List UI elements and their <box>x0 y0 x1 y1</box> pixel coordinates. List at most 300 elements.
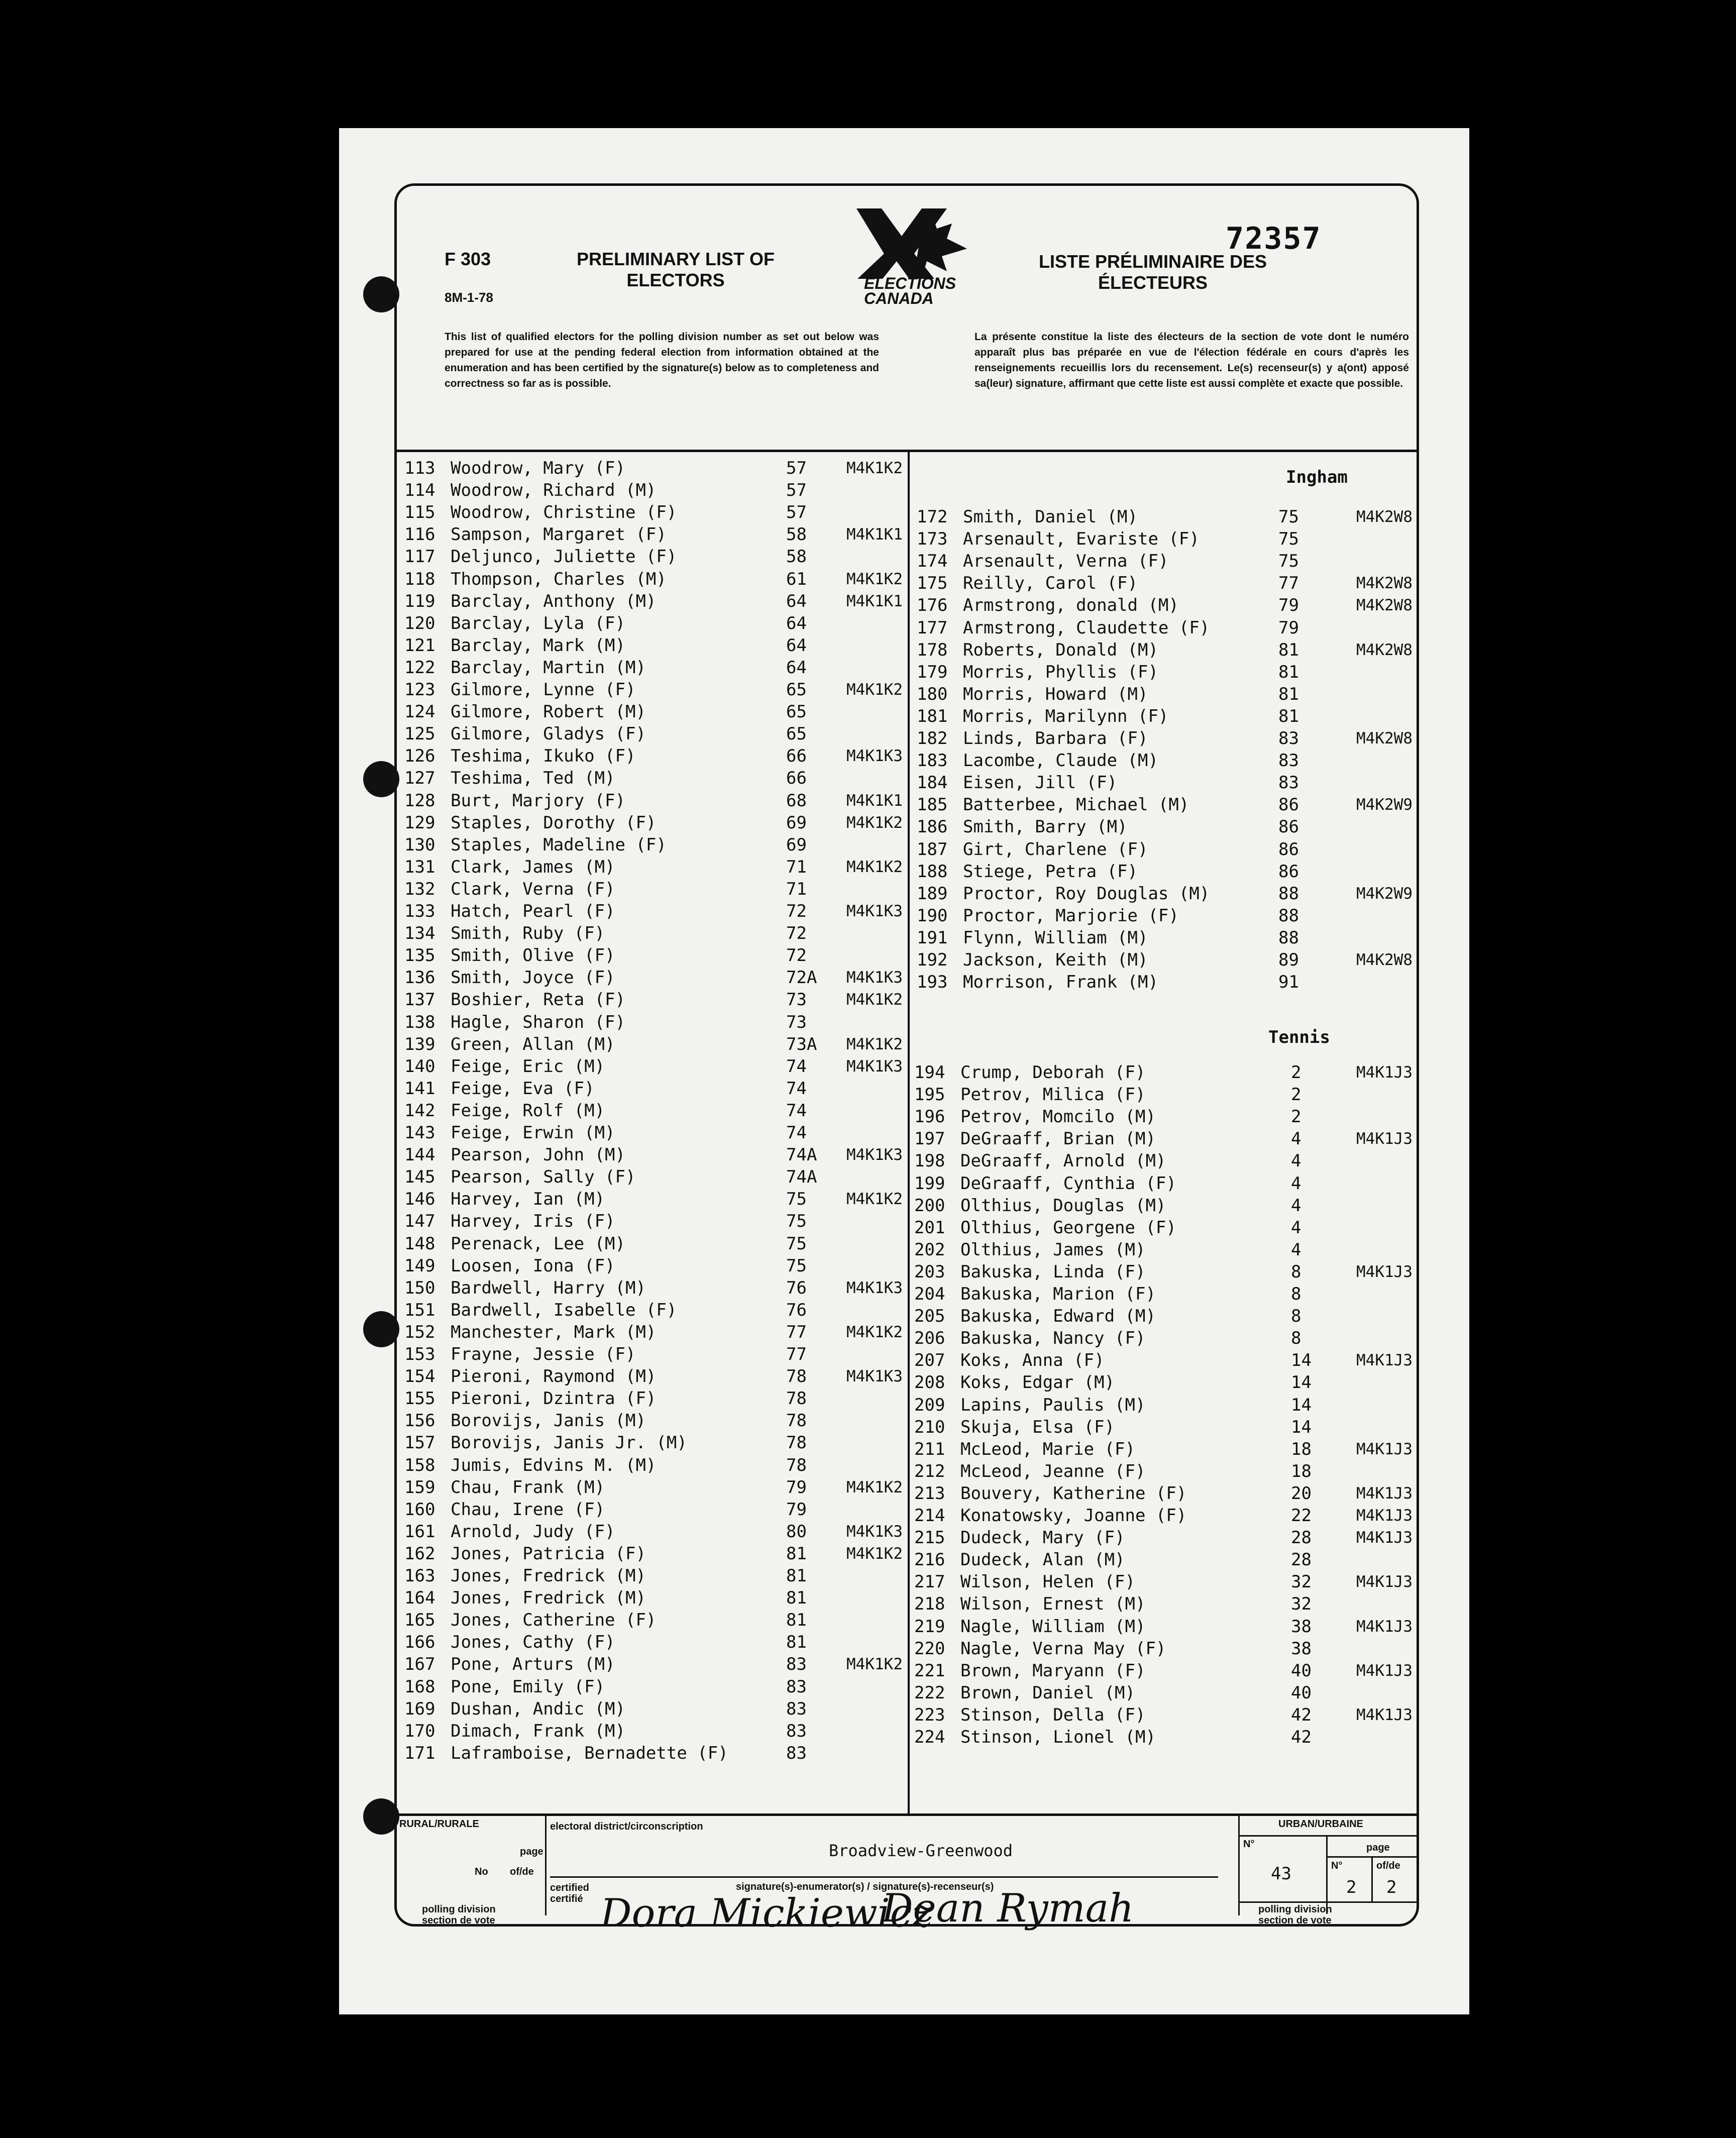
urban-of-label: of/de <box>1376 1860 1400 1871</box>
elector-row <box>914 1726 1487 1748</box>
elector-name: Batterbee, Michael (M) <box>963 795 1189 815</box>
elector-number: 119 <box>404 591 436 611</box>
elector-row <box>914 1549 1487 1571</box>
elector-row <box>404 1277 977 1299</box>
elector-address-number: 58 <box>786 547 807 567</box>
elector-address-number: 20 <box>1291 1483 1312 1504</box>
elector-address-number: 86 <box>1278 839 1299 860</box>
elector-name: Barclay, Lyla (F) <box>451 613 625 633</box>
elector-number: 177 <box>917 617 948 638</box>
elector-postal-code: M4K2W8 <box>1356 508 1413 526</box>
elector-address-number: 81 <box>1278 684 1299 704</box>
elector-address-number: 14 <box>1291 1395 1312 1415</box>
document-page <box>339 128 1469 2014</box>
elector-number: 135 <box>404 945 436 966</box>
elector-name: Morrison, Frank (M) <box>963 972 1158 993</box>
elector-address-number: 14 <box>1291 1372 1312 1393</box>
elector-row <box>917 572 1487 594</box>
elector-name: Eisen, Jill (F) <box>963 773 1118 793</box>
elector-name: Harvey, Iris (F) <box>451 1211 615 1232</box>
elector-number: 187 <box>917 839 948 860</box>
elector-address-number: 8 <box>1291 1284 1301 1304</box>
elector-address-number: 28 <box>1291 1550 1312 1570</box>
elector-address-number: 69 <box>786 834 807 855</box>
elector-address-number: 66 <box>786 746 807 767</box>
elector-name: Koks, Edgar (M) <box>960 1372 1115 1393</box>
elector-name: Arsenault, Verna (F) <box>963 551 1169 572</box>
elector-number: 160 <box>404 1499 436 1520</box>
elector-name: Pone, Arturs (M) <box>451 1654 615 1675</box>
elector-number: 213 <box>914 1483 945 1504</box>
elector-address-number: 2 <box>1291 1062 1301 1083</box>
elector-postal-code: M4K1J3 <box>1356 1529 1413 1547</box>
elector-row <box>914 1239 1487 1261</box>
elector-row <box>917 838 1487 861</box>
elector-number: 161 <box>404 1521 436 1542</box>
elector-name: Smith, Daniel (M) <box>963 507 1138 527</box>
elector-name: Woodrow, Christine (F) <box>451 502 677 523</box>
elector-address-number: 14 <box>1291 1350 1312 1371</box>
header-divider <box>394 450 1417 452</box>
elector-name: McLeod, Jeanne (F) <box>960 1461 1146 1481</box>
elector-address-number: 40 <box>1291 1660 1312 1681</box>
elector-address-number: 79 <box>1278 595 1299 616</box>
elector-address-number: 81 <box>1278 662 1299 682</box>
elector-row <box>404 1321 977 1343</box>
elector-address-number: 83 <box>786 1743 807 1763</box>
elector-address-number: 88 <box>1278 883 1299 904</box>
elector-row <box>914 1150 1487 1172</box>
elector-row <box>914 1593 1487 1615</box>
elector-row <box>914 1084 1487 1106</box>
elector-postal-code: M4K1K3 <box>846 1278 903 1297</box>
elector-address-number: 64 <box>786 613 807 633</box>
elector-row <box>404 1100 977 1122</box>
elector-address-number: 14 <box>1291 1417 1312 1437</box>
elector-row <box>404 1454 977 1476</box>
elector-number: 118 <box>404 569 436 589</box>
elector-number: 173 <box>917 529 948 550</box>
elector-address-number: 38 <box>1291 1638 1312 1659</box>
page-of-divider <box>1371 1856 1373 1901</box>
elector-number: 191 <box>917 927 948 948</box>
elector-postal-code: M4K1K2 <box>846 681 903 699</box>
elector-row <box>404 1255 977 1277</box>
elector-number: 176 <box>917 595 948 616</box>
elector-row <box>914 1371 1487 1394</box>
elector-address-number: 28 <box>1291 1528 1312 1548</box>
elector-name: Lacombe, Claude (M) <box>963 751 1158 771</box>
elector-address-number: 86 <box>1278 817 1299 837</box>
elector-number: 129 <box>404 812 436 833</box>
elector-address-number: 72 <box>786 923 807 944</box>
elector-address-number: 78 <box>786 1455 807 1475</box>
form-code: F 303 <box>445 249 491 269</box>
elector-postal-code: M4K2W8 <box>1356 729 1413 747</box>
elector-address-number: 77 <box>786 1344 807 1364</box>
elector-address-number: 81 <box>786 1543 807 1564</box>
elector-row <box>404 1033 977 1055</box>
certified-label: certified certifié <box>550 1882 589 1904</box>
elector-number: 180 <box>917 684 948 704</box>
elector-row <box>917 617 1487 639</box>
elector-address-number: 73 <box>786 1012 807 1032</box>
elector-name: Pone, Emily (F) <box>451 1676 605 1697</box>
elector-postal-code: M4K1K3 <box>846 1522 903 1541</box>
elector-name: Proctor, Roy Douglas (M) <box>963 883 1210 904</box>
intro-text-en: This list of qualified electors for the polling division number as set out below was prepared for use at the pending federal election from information obtained at the enumeration and has been certified by the signature(s) below as to completeness and correctness so far as is possible. <box>445 331 879 389</box>
elector-name: Brown, Daniel (M) <box>960 1682 1135 1703</box>
elector-address-number: 78 <box>786 1388 807 1409</box>
elector-name: Borovijs, Janis Jr. (M) <box>451 1433 687 1453</box>
form-date: 8M-1-78 <box>445 290 493 305</box>
elector-number: 202 <box>914 1239 945 1260</box>
elector-number: 162 <box>404 1543 436 1564</box>
elector-number: 192 <box>917 950 948 970</box>
elector-number: 126 <box>404 746 436 767</box>
elector-number: 142 <box>404 1100 436 1121</box>
elector-name: Skuja, Elsa (F) <box>960 1417 1115 1437</box>
elector-address-number: 71 <box>786 857 807 877</box>
elector-name: Teshima, Ikuko (F) <box>451 746 636 767</box>
elector-number: 206 <box>914 1328 945 1349</box>
elector-address-number: 58 <box>786 524 807 545</box>
elector-name: Pearson, John (M) <box>451 1145 625 1165</box>
elector-number: 212 <box>914 1461 945 1481</box>
elector-name: Pieroni, Raymond (M) <box>451 1366 657 1387</box>
elector-row <box>404 1587 977 1609</box>
elector-row <box>404 1410 977 1432</box>
elector-number: 140 <box>404 1056 436 1077</box>
elector-number: 208 <box>914 1372 945 1393</box>
elector-name: Lapins, Paulis (M) <box>960 1395 1146 1415</box>
elector-name: Wilson, Ernest (M) <box>960 1594 1146 1615</box>
elector-number: 164 <box>404 1588 436 1609</box>
elector-row <box>404 1521 977 1543</box>
elector-address-number: 76 <box>786 1277 807 1298</box>
elector-row <box>404 723 977 745</box>
elector-row <box>404 1210 977 1232</box>
elector-row <box>404 634 977 657</box>
elector-number: 204 <box>914 1284 945 1304</box>
elector-name: Barclay, Mark (M) <box>451 635 625 656</box>
elector-name: Linds, Barbara (F) <box>963 728 1148 749</box>
elector-row <box>404 1122 977 1144</box>
of-label: of/de <box>510 1866 534 1877</box>
elector-name: Stinson, Della (F) <box>960 1704 1146 1725</box>
elector-address-number: 81 <box>786 1588 807 1609</box>
elector-row <box>404 1631 977 1653</box>
elector-name: Green, Allan (M) <box>451 1034 615 1054</box>
elector-row <box>404 1742 977 1764</box>
elector-row <box>404 745 977 767</box>
elector-number: 149 <box>404 1255 436 1276</box>
elector-postal-code: M4K1K3 <box>846 747 903 766</box>
elector-name: Barclay, Anthony (M) <box>451 591 657 611</box>
elector-postal-code: M4K1K2 <box>846 1544 903 1563</box>
elector-row <box>404 1676 977 1698</box>
elector-row <box>404 1653 977 1675</box>
elector-name: Feige, Rolf (M) <box>451 1100 605 1121</box>
elector-number: 122 <box>404 657 436 678</box>
elector-address-number: 65 <box>786 680 807 700</box>
elector-row <box>917 683 1487 705</box>
elector-name: Dushan, Andic (M) <box>451 1698 625 1719</box>
elector-number: 172 <box>917 507 948 527</box>
elector-postal-code: M4K1K2 <box>846 1323 903 1341</box>
elector-address-number: 40 <box>1291 1682 1312 1703</box>
punch-hole <box>363 761 399 797</box>
elector-address-number: 83 <box>786 1654 807 1675</box>
elector-address-number: 4 <box>1291 1151 1301 1171</box>
elector-name: DeGraaff, Cynthia (F) <box>960 1173 1176 1194</box>
elector-number: 116 <box>404 524 436 545</box>
elector-number: 219 <box>914 1616 945 1637</box>
elector-name: Flynn, William (M) <box>963 927 1148 948</box>
elector-number: 170 <box>404 1721 436 1741</box>
elector-row <box>914 1106 1487 1128</box>
elector-row <box>404 523 977 546</box>
elector-number: 215 <box>914 1528 945 1548</box>
urban-no-label: N° <box>1243 1839 1255 1850</box>
elector-row <box>917 772 1487 794</box>
elector-postal-code: M4K1J3 <box>1356 1440 1413 1458</box>
elector-number: 189 <box>917 883 948 904</box>
elector-row <box>917 971 1487 993</box>
elector-number: 156 <box>404 1411 436 1431</box>
elector-address-number: 73 <box>786 990 807 1010</box>
elector-row <box>914 1305 1487 1327</box>
elector-name: Bakuska, Marion (F) <box>960 1284 1156 1304</box>
elector-address-number: 18 <box>1291 1461 1312 1481</box>
elector-name: Nagle, William (M) <box>960 1616 1146 1637</box>
elector-postal-code: M4K2W8 <box>1356 951 1413 969</box>
intro-text-fr: La présente constitue la liste des électeurs de la section de vote dont le numéro apparaît plus bas préparée en vue de l'élection fédérale en cours d'après les renseignements recueillis lors du recensement. Le(s) recenseur(s) y a(ont) apposé sa(leur) signature, affirmant que cette liste est aussi complète et exacte que possible. <box>974 331 1409 389</box>
urban-label: URBAN/URBAINE <box>1278 1819 1363 1830</box>
elector-address-number: 42 <box>1291 1704 1312 1725</box>
elector-address-number: 75 <box>786 1189 807 1210</box>
elector-number: 211 <box>914 1439 945 1459</box>
elector-postal-code: M4K1J3 <box>1356 1063 1413 1082</box>
elector-row <box>404 790 977 812</box>
elector-row <box>914 1172 1487 1195</box>
elector-name: Reilly, Carol (F) <box>963 573 1138 594</box>
elector-address-number: 83 <box>786 1676 807 1697</box>
elector-number: 209 <box>914 1395 945 1415</box>
electoral-district-value: Broadview-Greenwood <box>829 1841 1013 1860</box>
elector-row <box>914 1394 1487 1416</box>
elector-row <box>404 834 977 856</box>
elector-number: 182 <box>917 728 948 749</box>
elector-name: Smith, Olive (F) <box>451 945 615 966</box>
elector-number: 145 <box>404 1167 436 1188</box>
elector-address-number: 4 <box>1291 1173 1301 1194</box>
elector-name: Frayne, Jessie (F) <box>451 1344 636 1364</box>
elector-name: Jones, Fredrick (M) <box>451 1566 646 1586</box>
elector-name: Bardwell, Harry (M) <box>451 1277 646 1298</box>
elector-address-number: 81 <box>786 1610 807 1631</box>
elector-name: Pearson, Sally (F) <box>451 1167 636 1188</box>
elector-name: Stinson, Lionel (M) <box>960 1727 1156 1747</box>
elector-address-number: 74 <box>786 1078 807 1099</box>
elector-address-number: 42 <box>1291 1727 1312 1747</box>
elector-row <box>914 1128 1487 1150</box>
elector-row <box>404 922 977 944</box>
elector-row <box>404 900 977 922</box>
electoral-district-label: electoral district/circonscription <box>550 1821 703 1832</box>
elector-address-number: 86 <box>1278 795 1299 815</box>
elector-name: DeGraaff, Arnold (M) <box>960 1151 1166 1171</box>
enumerator-signatures <box>600 1886 1163 1947</box>
elector-number: 171 <box>404 1743 436 1763</box>
elector-number: 186 <box>917 817 948 837</box>
elector-number: 195 <box>914 1085 945 1105</box>
elector-number: 174 <box>917 551 948 572</box>
title-fr: LISTE PRÉLIMINAIRE DES ÉLECTEURS <box>1038 251 1267 293</box>
elector-name: Dudeck, Mary (F) <box>960 1528 1125 1548</box>
elector-address-number: 64 <box>786 591 807 611</box>
elector-number: 188 <box>917 861 948 882</box>
elector-row <box>404 967 977 989</box>
elector-row <box>404 479 977 501</box>
elector-row <box>914 1682 1487 1704</box>
elector-name: Staples, Dorothy (F) <box>451 812 657 833</box>
elector-number: 167 <box>404 1654 436 1675</box>
elector-number: 138 <box>404 1012 436 1032</box>
elector-row <box>404 1343 977 1365</box>
elector-address-number: 81 <box>1278 706 1299 726</box>
elector-address-number: 2 <box>1291 1107 1301 1127</box>
elector-postal-code: M4K1J3 <box>1356 1705 1413 1724</box>
elector-address-number: 2 <box>1291 1085 1301 1105</box>
elector-number: 214 <box>914 1506 945 1526</box>
elector-number: 207 <box>914 1350 945 1371</box>
punch-hole <box>363 276 399 312</box>
elector-address-number: 88 <box>1278 905 1299 926</box>
elector-address-number: 83 <box>1278 773 1299 793</box>
elector-address-number: 81 <box>786 1566 807 1586</box>
elector-number: 184 <box>917 773 948 793</box>
elector-name: Pieroni, Dzintra (F) <box>451 1388 657 1409</box>
elector-address-number: 83 <box>786 1698 807 1719</box>
elector-address-number: 4 <box>1291 1217 1301 1238</box>
urban-polling-division-label: polling division section de vote <box>1258 1904 1332 1926</box>
elector-number: 221 <box>914 1660 945 1681</box>
elector-row <box>914 1261 1487 1283</box>
elector-row <box>914 1416 1487 1438</box>
elector-address-number: 18 <box>1291 1439 1312 1459</box>
elector-row <box>404 1565 977 1587</box>
elector-row <box>914 1704 1487 1726</box>
elector-name: Chau, Frank (M) <box>451 1477 605 1498</box>
elector-name: Hagle, Sharon (F) <box>451 1012 625 1032</box>
elector-number: 201 <box>914 1217 945 1238</box>
elector-row <box>404 1698 977 1720</box>
elector-number: 193 <box>917 972 948 993</box>
elector-row <box>917 639 1487 661</box>
elector-address-number: 77 <box>786 1322 807 1342</box>
elector-address-number: 32 <box>1291 1572 1312 1592</box>
elector-name: Morris, Marilynn (F) <box>963 706 1169 726</box>
elector-row <box>404 1543 977 1565</box>
elector-row <box>914 1283 1487 1305</box>
elector-number: 154 <box>404 1366 436 1387</box>
elector-number: 179 <box>917 662 948 682</box>
elector-number: 115 <box>404 502 436 523</box>
elector-address-number: 73A <box>786 1034 817 1054</box>
elector-postal-code: M4K1K2 <box>846 1478 903 1496</box>
elector-row <box>917 506 1487 528</box>
elector-address-number: 75 <box>786 1233 807 1254</box>
elector-name: Jackson, Keith (M) <box>963 950 1148 970</box>
elector-name: Arnold, Judy (F) <box>451 1521 615 1542</box>
elector-address-number: 76 <box>786 1300 807 1320</box>
elector-row <box>404 501 977 523</box>
serial-number: 72357 <box>1226 221 1322 256</box>
elector-postal-code: M4K1J3 <box>1356 1484 1413 1503</box>
elector-row <box>914 1327 1487 1349</box>
elector-address-number: 4 <box>1291 1195 1301 1216</box>
elector-name: Manchester, Mark (M) <box>451 1322 657 1342</box>
signature-1: Dora Mickiewicz <box>600 1891 933 1936</box>
elector-row <box>914 1482 1487 1505</box>
urban-page-label: page <box>1366 1842 1390 1853</box>
elector-row <box>404 1720 977 1742</box>
elector-name: Smith, Barry (M) <box>963 817 1128 837</box>
elector-name: Bakuska, Edward (M) <box>960 1306 1156 1327</box>
elector-address-number: 65 <box>786 702 807 722</box>
elector-postal-code: M4K2W8 <box>1356 596 1413 615</box>
elector-row <box>404 767 977 789</box>
elector-number: 217 <box>914 1572 945 1592</box>
elector-row <box>404 1188 977 1210</box>
elector-address-number: 74A <box>786 1145 817 1165</box>
elector-address-number: 64 <box>786 657 807 678</box>
elector-name: Bakuska, Linda (F) <box>960 1261 1146 1282</box>
elector-name: Gilmore, Robert (M) <box>451 702 646 722</box>
elector-row <box>404 679 977 701</box>
elector-postal-code: M4K1K2 <box>846 1190 903 1209</box>
elector-name: Staples, Madeline (F) <box>451 834 667 855</box>
elector-postal-code: M4K1K2 <box>846 1035 903 1053</box>
elector-number: 216 <box>914 1550 945 1570</box>
elector-row <box>404 1166 977 1188</box>
elector-address-number: 75 <box>786 1211 807 1232</box>
elector-number: 223 <box>914 1704 945 1725</box>
elector-address-number: 71 <box>786 879 807 899</box>
elector-address-number: 57 <box>786 458 807 478</box>
page-label: page <box>520 1846 544 1857</box>
elector-address-number: 72 <box>786 901 807 921</box>
elector-row <box>404 546 977 568</box>
elector-name: Morris, Phyllis (F) <box>963 662 1158 682</box>
signature-2: Dean Rymah <box>882 1886 1134 1931</box>
elector-postal-code: M4K1J3 <box>1356 1507 1413 1525</box>
elector-name: Harvey, Ian (M) <box>451 1189 605 1210</box>
elector-row <box>404 1233 977 1255</box>
elector-name: Armstrong, Claudette (F) <box>963 617 1210 638</box>
elector-address-number: 69 <box>786 812 807 833</box>
elector-row <box>917 883 1487 905</box>
elector-postal-code: M4K1K3 <box>846 1146 903 1164</box>
elector-number: 203 <box>914 1261 945 1282</box>
elector-number: 196 <box>914 1107 945 1127</box>
elector-postal-code: M4K1K3 <box>846 1057 903 1076</box>
elector-name: Smith, Joyce (F) <box>451 968 615 988</box>
elector-postal-code: M4K2W9 <box>1356 884 1413 903</box>
elector-number: 125 <box>404 724 436 744</box>
elector-postal-code: M4K1K3 <box>846 1367 903 1386</box>
